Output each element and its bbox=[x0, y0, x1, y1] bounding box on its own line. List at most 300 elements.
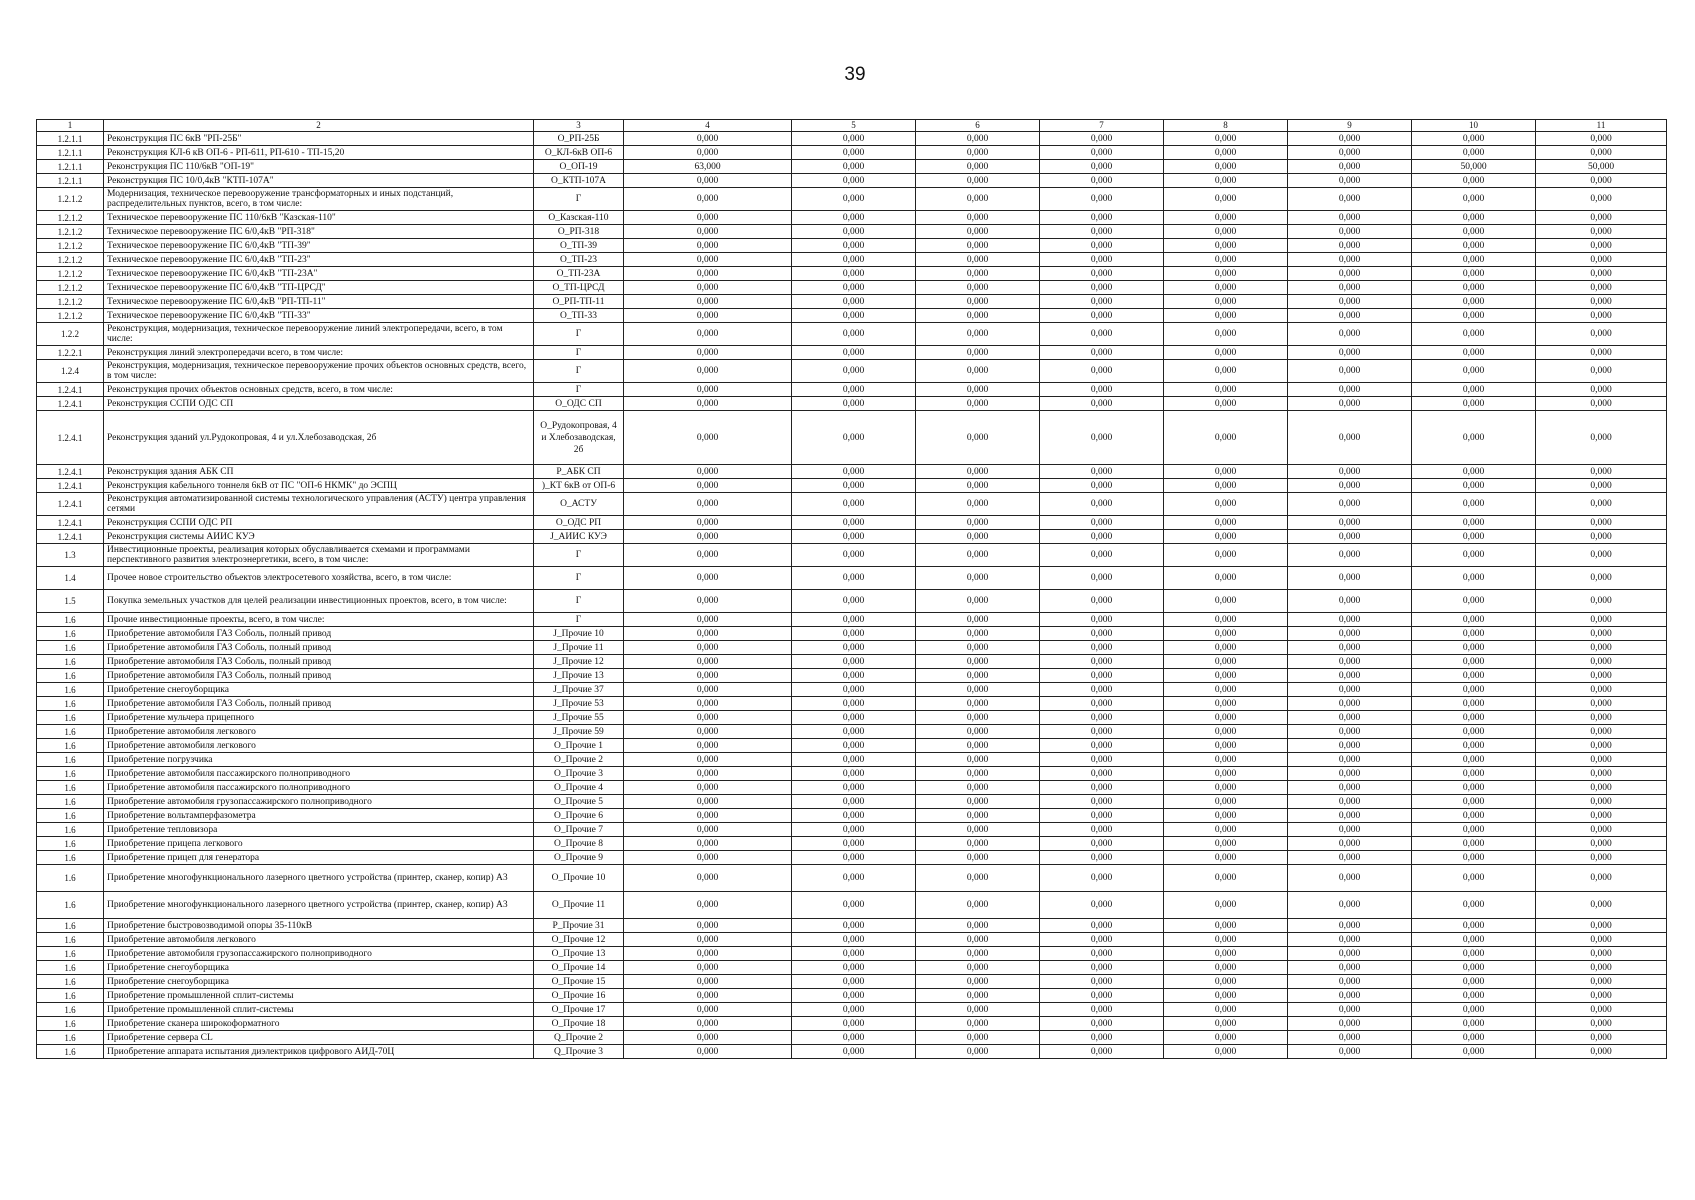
row-value: 0,000 bbox=[916, 211, 1040, 225]
row-value: 0,000 bbox=[1536, 479, 1667, 493]
row-value: 0,000 bbox=[1412, 753, 1536, 767]
row-value: 0,000 bbox=[1288, 590, 1412, 613]
row-value: 0,000 bbox=[624, 809, 792, 823]
row-name: Приобретение снегоуборщика bbox=[104, 683, 534, 697]
row-object-id: О_Казская-110 bbox=[534, 211, 624, 225]
row-value: 0,000 bbox=[1164, 493, 1288, 516]
row-value: 0,000 bbox=[1164, 567, 1288, 590]
row-value: 0,000 bbox=[916, 837, 1040, 851]
row-code: 1.2.4.1 bbox=[37, 493, 104, 516]
row-value: 0,000 bbox=[1288, 1045, 1412, 1059]
row-value: 0,000 bbox=[792, 933, 916, 947]
row-value: 0,000 bbox=[916, 239, 1040, 253]
row-name: Приобретение быстровозводимой опоры 35-110кВ bbox=[104, 919, 534, 933]
row-value: 0,000 bbox=[1040, 567, 1164, 590]
row-object-id: J_Прочие 12 bbox=[534, 655, 624, 669]
row-value: 0,000 bbox=[792, 989, 916, 1003]
row-value: 0,000 bbox=[792, 919, 916, 933]
row-value: 0,000 bbox=[916, 919, 1040, 933]
row-value: 0,000 bbox=[1412, 823, 1536, 837]
row-code: 1.2.1.2 bbox=[37, 253, 104, 267]
row-value: 0,000 bbox=[1164, 239, 1288, 253]
row-name: Приобретение многофункционального лазерного цветного устройства (принтер, сканер, копир) А3 bbox=[104, 865, 534, 892]
row-value: 0,000 bbox=[1040, 781, 1164, 795]
row-value: 0,000 bbox=[1412, 132, 1536, 146]
row-value: 0,000 bbox=[792, 323, 916, 346]
row-value: 0,000 bbox=[792, 567, 916, 590]
row-value: 0,000 bbox=[1164, 697, 1288, 711]
row-value: 0,000 bbox=[624, 683, 792, 697]
row-value: 0,000 bbox=[1536, 975, 1667, 989]
row-value: 0,000 bbox=[1288, 933, 1412, 947]
row-name: Реконструкция здания АБК СП bbox=[104, 465, 534, 479]
table-row bbox=[37, 1003, 1667, 1017]
row-value: 0,000 bbox=[1412, 397, 1536, 411]
row-value: 0,000 bbox=[624, 851, 792, 865]
row-value: 0,000 bbox=[624, 961, 792, 975]
row-value: 0,000 bbox=[792, 739, 916, 753]
row-object-id: О_Прочие 17 bbox=[534, 1003, 624, 1017]
row-value: 0,000 bbox=[1040, 989, 1164, 1003]
row-object-id: О_Прочие 11 bbox=[534, 892, 624, 919]
row-value: 0,000 bbox=[624, 281, 792, 295]
row-value: 0,000 bbox=[1164, 947, 1288, 961]
row-object-id: Г bbox=[534, 590, 624, 613]
row-value: 0,000 bbox=[1164, 225, 1288, 239]
row-object-id: О_ТП-39 bbox=[534, 239, 624, 253]
row-value: 0,000 bbox=[1040, 613, 1164, 627]
row-value: 0,000 bbox=[1536, 947, 1667, 961]
row-value: 0,000 bbox=[1288, 1017, 1412, 1031]
row-value: 0,000 bbox=[792, 975, 916, 989]
row-value: 0,000 bbox=[1288, 1031, 1412, 1045]
table-row bbox=[37, 753, 1667, 767]
row-value: 0,000 bbox=[624, 411, 792, 465]
row-value: 0,000 bbox=[1536, 530, 1667, 544]
row-name: Приобретение автомобиля ГАЗ Соболь, полный привод bbox=[104, 655, 534, 669]
row-value: 0,000 bbox=[1412, 465, 1536, 479]
row-value: 0,000 bbox=[1288, 781, 1412, 795]
column-header: 8 bbox=[1164, 120, 1288, 132]
row-object-id: Г bbox=[534, 544, 624, 567]
row-value: 0,000 bbox=[1412, 767, 1536, 781]
row-value: 0,000 bbox=[1536, 961, 1667, 975]
column-header: 1 bbox=[37, 120, 104, 132]
row-code: 1.6 bbox=[37, 989, 104, 1003]
table-row bbox=[37, 397, 1667, 411]
row-value: 0,000 bbox=[1040, 174, 1164, 188]
row-value: 0,000 bbox=[1288, 544, 1412, 567]
row-value: 0,000 bbox=[792, 1003, 916, 1017]
row-value: 0,000 bbox=[916, 683, 1040, 697]
row-value: 0,000 bbox=[1536, 933, 1667, 947]
row-object-id: Г bbox=[534, 567, 624, 590]
row-object-id: О_ТП-23А bbox=[534, 267, 624, 281]
row-value: 0,000 bbox=[1536, 865, 1667, 892]
row-object-id: О_РП-ТП-11 bbox=[534, 295, 624, 309]
row-value: 0,000 bbox=[792, 346, 916, 360]
row-value: 63,000 bbox=[624, 160, 792, 174]
row-value: 0,000 bbox=[1164, 211, 1288, 225]
row-value: 0,000 bbox=[624, 989, 792, 1003]
row-value: 0,000 bbox=[1288, 397, 1412, 411]
row-value: 0,000 bbox=[1288, 132, 1412, 146]
row-value: 0,000 bbox=[792, 1017, 916, 1031]
row-value: 0,000 bbox=[1164, 641, 1288, 655]
row-value: 0,000 bbox=[1536, 411, 1667, 465]
row-value: 0,000 bbox=[624, 1031, 792, 1045]
row-value: 0,000 bbox=[916, 1045, 1040, 1059]
row-value: 0,000 bbox=[916, 892, 1040, 919]
row-code: 1.2.1.1 bbox=[37, 160, 104, 174]
row-object-id: О_Прочие 5 bbox=[534, 795, 624, 809]
row-value: 0,000 bbox=[1040, 493, 1164, 516]
row-value: 0,000 bbox=[792, 188, 916, 211]
row-code: 1.6 bbox=[37, 851, 104, 865]
row-value: 0,000 bbox=[792, 641, 916, 655]
row-value: 0,000 bbox=[916, 590, 1040, 613]
row-code: 1.6 bbox=[37, 613, 104, 627]
row-value: 0,000 bbox=[792, 239, 916, 253]
row-value: 0,000 bbox=[1288, 809, 1412, 823]
row-value: 0,000 bbox=[792, 411, 916, 465]
row-value: 0,000 bbox=[1040, 739, 1164, 753]
row-value: 0,000 bbox=[1288, 309, 1412, 323]
row-name: Приобретение многофункционального лазерного цветного устройства (принтер, сканер, копир) А3 bbox=[104, 892, 534, 919]
row-value: 0,000 bbox=[1536, 837, 1667, 851]
row-value: 0,000 bbox=[624, 479, 792, 493]
row-code: 1.6 bbox=[37, 933, 104, 947]
row-name: Приобретение автомобиля грузопассажирского полноприводного bbox=[104, 947, 534, 961]
column-header: 11 bbox=[1536, 120, 1667, 132]
row-name: Реконструкция, модернизация, техническое перевооружение линий электропередачи, всего, в том числе: bbox=[104, 323, 534, 346]
row-value: 0,000 bbox=[1412, 865, 1536, 892]
row-code: 1.2.4.1 bbox=[37, 530, 104, 544]
row-object-id: Г bbox=[534, 346, 624, 360]
row-name: Реконструкция прочих объектов основных средств, всего, в том числе: bbox=[104, 383, 534, 397]
row-value: 0,000 bbox=[1288, 465, 1412, 479]
row-value: 0,000 bbox=[916, 323, 1040, 346]
row-value: 0,000 bbox=[916, 253, 1040, 267]
row-value: 0,000 bbox=[1040, 239, 1164, 253]
row-name: Реконструкция ССПИ ОДС РП bbox=[104, 516, 534, 530]
row-value: 0,000 bbox=[1164, 933, 1288, 947]
row-value: 0,000 bbox=[1288, 823, 1412, 837]
row-value: 0,000 bbox=[1536, 267, 1667, 281]
row-code: 1.6 bbox=[37, 809, 104, 823]
row-value: 0,000 bbox=[1164, 132, 1288, 146]
row-value: 0,000 bbox=[792, 590, 916, 613]
row-value: 0,000 bbox=[1040, 225, 1164, 239]
table-row bbox=[37, 975, 1667, 989]
row-value: 0,000 bbox=[1288, 683, 1412, 697]
row-value: 0,000 bbox=[1412, 739, 1536, 753]
row-value: 0,000 bbox=[792, 655, 916, 669]
row-value: 0,000 bbox=[1412, 281, 1536, 295]
row-value: 0,000 bbox=[624, 767, 792, 781]
row-code: 1.6 bbox=[37, 919, 104, 933]
row-value: 0,000 bbox=[916, 267, 1040, 281]
row-code: 1.6 bbox=[37, 725, 104, 739]
table-row bbox=[37, 160, 1667, 174]
row-name: Приобретение автомобиля легкового bbox=[104, 725, 534, 739]
row-value: 0,000 bbox=[624, 544, 792, 567]
row-value: 0,000 bbox=[1412, 989, 1536, 1003]
row-value: 0,000 bbox=[624, 567, 792, 590]
row-value: 0,000 bbox=[1536, 516, 1667, 530]
row-value: 0,000 bbox=[624, 146, 792, 160]
row-value: 0,000 bbox=[1412, 493, 1536, 516]
row-value: 0,000 bbox=[1412, 211, 1536, 225]
row-value: 0,000 bbox=[792, 837, 916, 851]
row-value: 0,000 bbox=[1288, 281, 1412, 295]
row-code: 1.6 bbox=[37, 837, 104, 851]
table-row bbox=[37, 411, 1667, 465]
row-value: 0,000 bbox=[1164, 174, 1288, 188]
row-value: 0,000 bbox=[624, 465, 792, 479]
row-value: 0,000 bbox=[1536, 781, 1667, 795]
row-value: 0,000 bbox=[624, 174, 792, 188]
column-header: 4 bbox=[624, 120, 792, 132]
row-value: 0,000 bbox=[1412, 516, 1536, 530]
row-value: 0,000 bbox=[792, 281, 916, 295]
row-code: 1.6 bbox=[37, 697, 104, 711]
row-value: 0,000 bbox=[1536, 132, 1667, 146]
row-value: 0,000 bbox=[1040, 465, 1164, 479]
header-row bbox=[37, 120, 1667, 132]
row-object-id: О_Прочие 2 bbox=[534, 753, 624, 767]
row-name: Приобретение погрузчика bbox=[104, 753, 534, 767]
row-object-id: О_ТП-33 bbox=[534, 309, 624, 323]
row-value: 0,000 bbox=[1288, 160, 1412, 174]
row-value: 0,000 bbox=[1040, 753, 1164, 767]
row-name: Реконструкция линий электропередачи всего, в том числе: bbox=[104, 346, 534, 360]
row-value: 0,000 bbox=[1536, 383, 1667, 397]
row-name: Приобретение аппарата испытания диэлектриков цифрового АИД-70Ц bbox=[104, 1045, 534, 1059]
row-name: Приобретение автомобиля грузопассажирского полноприводного bbox=[104, 795, 534, 809]
row-name: Реконструкция ПС 6кВ "РП-25Б" bbox=[104, 132, 534, 146]
table-row bbox=[37, 239, 1667, 253]
row-value: 0,000 bbox=[1412, 323, 1536, 346]
row-value: 0,000 bbox=[624, 865, 792, 892]
row-value: 0,000 bbox=[916, 1031, 1040, 1045]
row-value: 0,000 bbox=[1412, 544, 1536, 567]
row-object-id: О_Прочие 9 bbox=[534, 851, 624, 865]
row-object-id: Q_Прочие 3 bbox=[534, 1045, 624, 1059]
row-value: 0,000 bbox=[792, 1031, 916, 1045]
row-value: 0,000 bbox=[1412, 1017, 1536, 1031]
row-code: 1.2.1.2 bbox=[37, 309, 104, 323]
row-value: 0,000 bbox=[1164, 188, 1288, 211]
row-value: 0,000 bbox=[1412, 669, 1536, 683]
row-value: 0,000 bbox=[1288, 383, 1412, 397]
row-value: 0,000 bbox=[1412, 613, 1536, 627]
row-code: 1.2.2.1 bbox=[37, 346, 104, 360]
row-value: 0,000 bbox=[1164, 989, 1288, 1003]
row-value: 0,000 bbox=[1288, 323, 1412, 346]
row-value: 0,000 bbox=[916, 613, 1040, 627]
row-value: 0,000 bbox=[1164, 655, 1288, 669]
row-value: 0,000 bbox=[916, 781, 1040, 795]
row-object-id: J_Прочие 10 bbox=[534, 627, 624, 641]
row-code: 1.4 bbox=[37, 567, 104, 590]
row-value: 0,000 bbox=[1164, 809, 1288, 823]
table-row bbox=[37, 267, 1667, 281]
row-value: 0,000 bbox=[624, 919, 792, 933]
column-header: 10 bbox=[1412, 120, 1536, 132]
table-row bbox=[37, 739, 1667, 753]
row-value: 0,000 bbox=[1536, 465, 1667, 479]
row-code: 1.3 bbox=[37, 544, 104, 567]
row-value: 0,000 bbox=[1288, 346, 1412, 360]
row-value: 0,000 bbox=[1164, 590, 1288, 613]
row-value: 0,000 bbox=[1164, 530, 1288, 544]
row-object-id: Р_Прочие 31 bbox=[534, 919, 624, 933]
row-value: 0,000 bbox=[1288, 211, 1412, 225]
table-row bbox=[37, 947, 1667, 961]
row-value: 0,000 bbox=[1288, 411, 1412, 465]
row-object-id: О_Прочие 8 bbox=[534, 837, 624, 851]
row-value: 0,000 bbox=[1536, 711, 1667, 725]
row-name: Прочие инвестиционные проекты, всего, в том числе: bbox=[104, 613, 534, 627]
row-value: 0,000 bbox=[792, 530, 916, 544]
row-value: 0,000 bbox=[792, 383, 916, 397]
row-value: 0,000 bbox=[1536, 851, 1667, 865]
row-value: 0,000 bbox=[624, 516, 792, 530]
row-value: 0,000 bbox=[1040, 795, 1164, 809]
row-name: Приобретение тепловизора bbox=[104, 823, 534, 837]
row-value: 0,000 bbox=[624, 225, 792, 239]
row-value: 0,000 bbox=[1412, 239, 1536, 253]
row-value: 0,000 bbox=[792, 947, 916, 961]
row-value: 0,000 bbox=[1536, 544, 1667, 567]
row-value: 0,000 bbox=[1164, 146, 1288, 160]
row-name: Техническое перевооружение ПС 6/0,4кВ "РП-318" bbox=[104, 225, 534, 239]
row-value: 0,000 bbox=[916, 933, 1040, 947]
row-value: 0,000 bbox=[1164, 267, 1288, 281]
row-value: 0,000 bbox=[1164, 823, 1288, 837]
row-value: 0,000 bbox=[1164, 753, 1288, 767]
row-name: Техническое перевооружение ПС 6/0,4кВ "ТП-ЦРСД" bbox=[104, 281, 534, 295]
table-row bbox=[37, 281, 1667, 295]
row-code: 1.6 bbox=[37, 753, 104, 767]
table-row bbox=[37, 683, 1667, 697]
row-code: 1.6 bbox=[37, 795, 104, 809]
row-code: 1.2.4.1 bbox=[37, 383, 104, 397]
row-value: 0,000 bbox=[1288, 795, 1412, 809]
row-value: 0,000 bbox=[792, 160, 916, 174]
row-value: 0,000 bbox=[1164, 892, 1288, 919]
table-row bbox=[37, 725, 1667, 739]
row-value: 0,000 bbox=[792, 360, 916, 383]
row-code: 1.2.1.1 bbox=[37, 132, 104, 146]
row-value: 0,000 bbox=[1040, 823, 1164, 837]
row-value: 0,000 bbox=[1040, 767, 1164, 781]
row-name: Приобретение сервера CL bbox=[104, 1031, 534, 1045]
row-value: 0,000 bbox=[1164, 1003, 1288, 1017]
row-value: 0,000 bbox=[1288, 725, 1412, 739]
page-number: 39 bbox=[844, 64, 866, 85]
row-value: 0,000 bbox=[916, 809, 1040, 823]
row-value: 0,000 bbox=[1412, 383, 1536, 397]
row-value: 0,000 bbox=[1412, 851, 1536, 865]
row-value: 0,000 bbox=[624, 975, 792, 989]
row-object-id: Г bbox=[534, 323, 624, 346]
row-value: 0,000 bbox=[1536, 892, 1667, 919]
row-value: 0,000 bbox=[1040, 397, 1164, 411]
table-row bbox=[37, 530, 1667, 544]
row-value: 0,000 bbox=[792, 267, 916, 281]
row-value: 0,000 bbox=[1536, 627, 1667, 641]
row-value: 0,000 bbox=[1412, 781, 1536, 795]
row-value: 0,000 bbox=[1536, 146, 1667, 160]
row-value: 0,000 bbox=[916, 295, 1040, 309]
row-value: 0,000 bbox=[1412, 933, 1536, 947]
row-value: 0,000 bbox=[1288, 516, 1412, 530]
row-value: 0,000 bbox=[916, 655, 1040, 669]
row-value: 0,000 bbox=[624, 309, 792, 323]
row-object-id: Г bbox=[534, 188, 624, 211]
column-header: 3 bbox=[534, 120, 624, 132]
row-value: 0,000 bbox=[1288, 253, 1412, 267]
row-value: 0,000 bbox=[916, 823, 1040, 837]
row-value: 0,000 bbox=[1412, 892, 1536, 919]
column-header: 6 bbox=[916, 120, 1040, 132]
row-value: 0,000 bbox=[1412, 567, 1536, 590]
row-object-id: О_Прочие 18 bbox=[534, 1017, 624, 1031]
row-code: 1.6 bbox=[37, 961, 104, 975]
row-value: 0,000 bbox=[1536, 174, 1667, 188]
table-row bbox=[37, 627, 1667, 641]
row-object-id: О_ОП-19 bbox=[534, 160, 624, 174]
row-value: 0,000 bbox=[1040, 655, 1164, 669]
row-value: 0,000 bbox=[624, 295, 792, 309]
row-value: 0,000 bbox=[624, 493, 792, 516]
row-value: 0,000 bbox=[1536, 989, 1667, 1003]
row-value: 0,000 bbox=[624, 781, 792, 795]
row-object-id: J_Прочие 13 bbox=[534, 669, 624, 683]
table-row bbox=[37, 188, 1667, 211]
row-value: 0,000 bbox=[1536, 360, 1667, 383]
row-value: 0,000 bbox=[1164, 961, 1288, 975]
row-value: 0,000 bbox=[1288, 479, 1412, 493]
row-name: Техническое перевооружение ПС 6/0,4кВ "ТП-33" bbox=[104, 309, 534, 323]
row-value: 0,000 bbox=[1164, 309, 1288, 323]
row-value: 0,000 bbox=[916, 530, 1040, 544]
row-value: 0,000 bbox=[916, 961, 1040, 975]
row-value: 0,000 bbox=[1040, 641, 1164, 655]
row-value: 0,000 bbox=[916, 516, 1040, 530]
row-value: 0,000 bbox=[624, 669, 792, 683]
row-value: 0,000 bbox=[916, 627, 1040, 641]
row-value: 0,000 bbox=[1164, 613, 1288, 627]
row-value: 0,000 bbox=[1536, 225, 1667, 239]
row-value: 0,000 bbox=[792, 295, 916, 309]
table-row bbox=[37, 590, 1667, 613]
row-value: 0,000 bbox=[916, 281, 1040, 295]
row-value: 0,000 bbox=[916, 739, 1040, 753]
row-value: 0,000 bbox=[624, 655, 792, 669]
row-code: 1.2.4.1 bbox=[37, 516, 104, 530]
row-value: 0,000 bbox=[624, 590, 792, 613]
row-name: Приобретение вольтамперфазометра bbox=[104, 809, 534, 823]
row-code: 1.2.4.1 bbox=[37, 465, 104, 479]
row-value: 0,000 bbox=[1412, 627, 1536, 641]
row-value: 0,000 bbox=[916, 641, 1040, 655]
row-value: 0,000 bbox=[1412, 479, 1536, 493]
row-object-id: О_ОДС СП bbox=[534, 397, 624, 411]
row-value: 0,000 bbox=[1040, 725, 1164, 739]
